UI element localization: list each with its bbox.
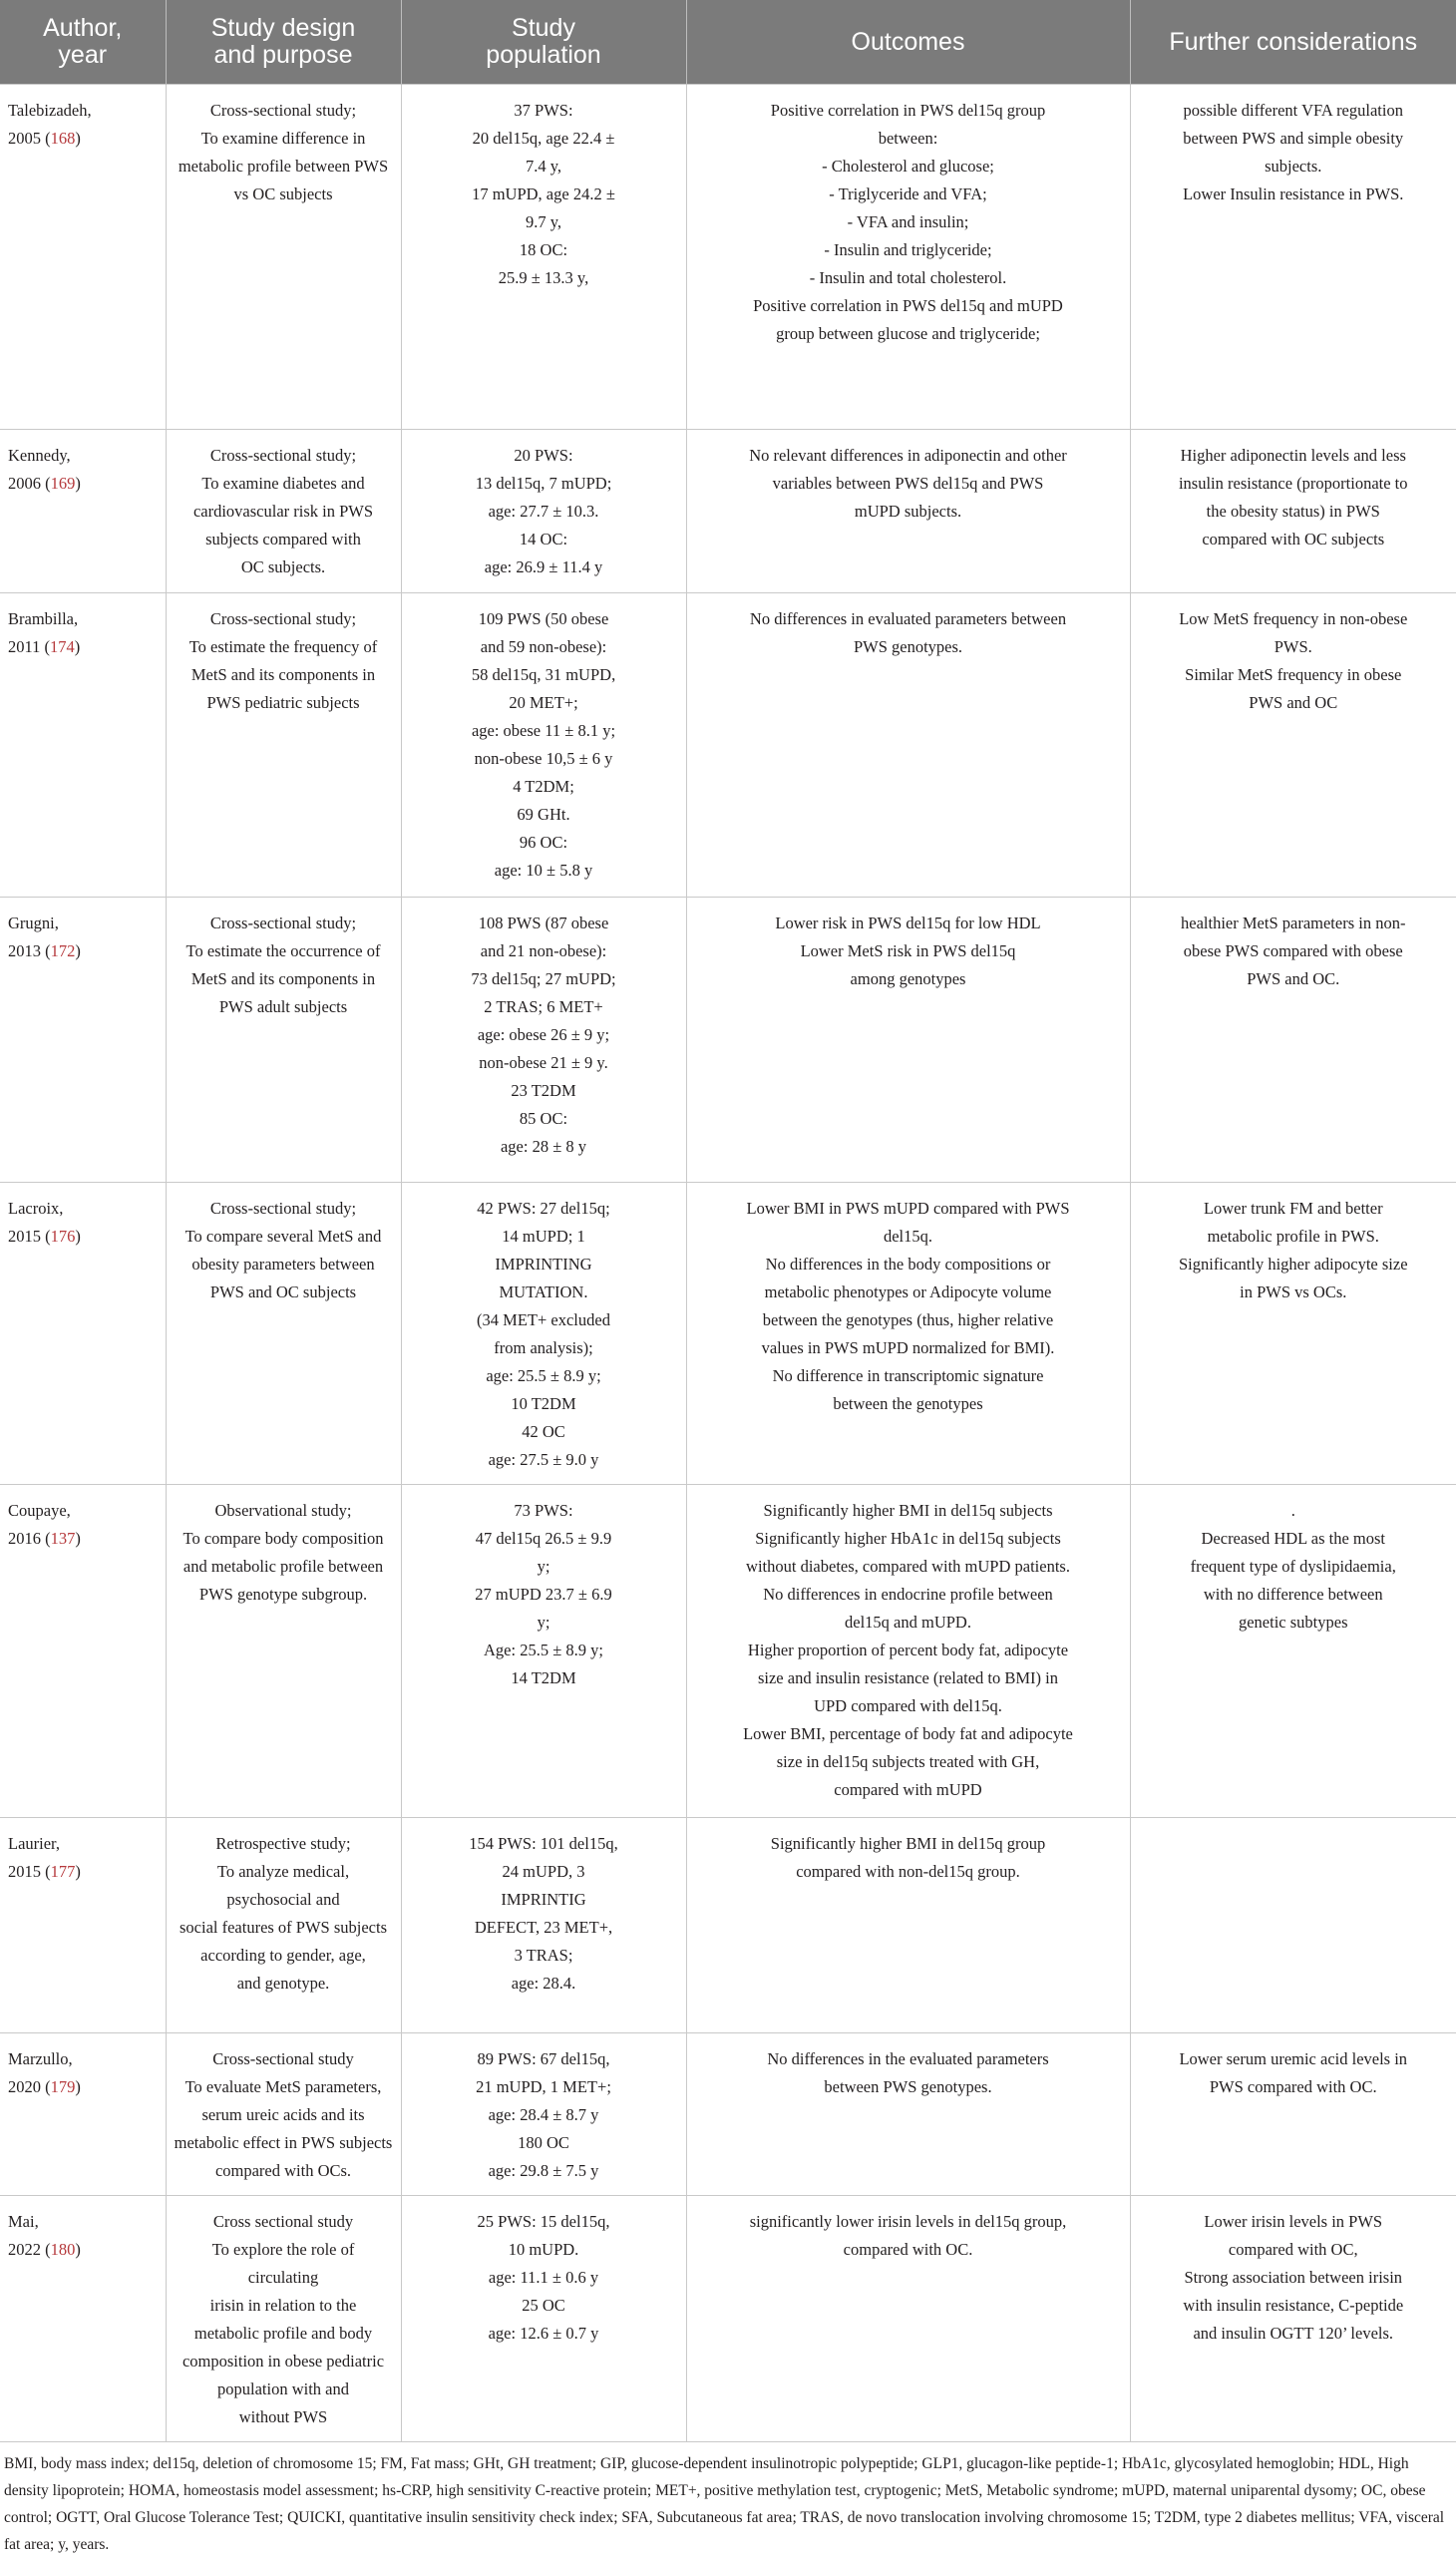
header-further-considerations: Further considerations [1130, 0, 1456, 85]
reference-link[interactable]: 169 [50, 474, 76, 493]
reference-link[interactable]: 174 [50, 637, 75, 656]
header-row [0, 0, 1456, 85]
author-tail: ) [75, 1529, 81, 1548]
population-cell: 109 PWS (50 obese and 59 non-obese): 58 del15q, 31 mUPD, 20 MET+; age: obese 11 ± 8.1 y; non-obese 10,5 ± 6 y 4 T2DM; 69 GHt. 96 OC: age: 10 ± 5.8 y [401, 593, 686, 898]
considerations-cell: Lower trunk FM and better metabolic profile in PWS. Significantly higher adipocyte size in PWS vs OCs. [1130, 1183, 1456, 1485]
population-cell: 25 PWS: 15 del15q, 10 mUPD. age: 11.1 ± 0.6 y 25 OC age: 12.6 ± 0.7 y [401, 2196, 686, 2442]
table-row [0, 1818, 1456, 2033]
design-cell: Cross-sectional study; To estimate the occurrence of MetS and its components in PWS adult subjects [166, 898, 401, 1183]
population-cell: 20 PWS: 13 del15q, 7 mUPD; age: 27.7 ± 10.3. 14 OC: age: 26.9 ± 11.4 y [401, 430, 686, 593]
outcomes-cell: Significantly higher BMI in del15q group compared with non-del15q group. [686, 1818, 1130, 2033]
outcomes-cell: significantly lower irisin levels in del15q group, compared with OC. [686, 2196, 1130, 2442]
outcomes-cell: Lower BMI in PWS mUPD compared with PWS del15q. No differences in the body compositions or metabolic phenotypes or Adipocyte volume between the genotypes (thus, higher relative values in PWS mUPD normalized for BMI). No difference in transcriptomic signature between the genotypes [686, 1183, 1130, 1485]
reference-link[interactable]: 180 [50, 2240, 76, 2259]
author-tail: ) [75, 129, 81, 148]
population-cell: 89 PWS: 67 del15q, 21 mUPD, 1 MET+; age: 28.4 ± 8.7 y 180 OC age: 29.8 ± 7.5 y [401, 2033, 686, 2196]
header-study-design: Study design and purpose [166, 0, 401, 85]
header-study-population: Study population [401, 0, 686, 85]
author-year-text: Kennedy, 2006 ( [8, 446, 71, 493]
author-cell [0, 898, 166, 1183]
table-row [0, 1485, 1456, 1818]
outcomes-cell: No relevant differences in adiponectin and other variables between PWS del15q and PWS mUPD subjects. [686, 430, 1130, 593]
reference-link[interactable]: 172 [50, 941, 76, 960]
author-tail: ) [74, 637, 81, 656]
reference-link[interactable]: 179 [50, 2077, 76, 2096]
design-cell: Cross sectional study To explore the role of circulating irisin in relation to the metabolic profile and body composition in obese pediatric population with and without PWS [166, 2196, 401, 2442]
table-row [0, 593, 1456, 898]
considerations-cell: Higher adiponectin levels and less insulin resistance (proportionate to the obesity status) in PWS compared with OC subjects [1130, 430, 1456, 593]
author-cell [0, 1818, 166, 2033]
reference-link[interactable]: 137 [50, 1529, 76, 1548]
outcomes-cell: No differences in evaluated parameters between PWS genotypes. [686, 593, 1130, 898]
population-cell: 73 PWS: 47 del15q 26.5 ± 9.9 y; 27 mUPD 23.7 ± 6.9 y; Age: 25.5 ± 8.9 y; 14 T2DM [401, 1485, 686, 1818]
considerations-cell: possible different VFA regulation between PWS and simple obesity subjects. Lower Insulin resistance in PWS. [1130, 85, 1456, 430]
considerations-cell: Low MetS frequency in non-obese PWS. Similar MetS frequency in obese PWS and OC [1130, 593, 1456, 898]
author-year-text: Coupaye, 2016 ( [8, 1501, 71, 1548]
author-cell [0, 430, 166, 593]
author-cell [0, 85, 166, 430]
outcomes-cell: No differences in the evaluated parameters between PWS genotypes. [686, 2033, 1130, 2196]
design-cell: Observational study; To compare body composition and metabolic profile between PWS genotype subgroup. [166, 1485, 401, 1818]
author-cell [0, 1485, 166, 1818]
author-cell [0, 593, 166, 898]
considerations-cell [1130, 1818, 1456, 2033]
author-year-text: Grugni, 2013 ( [8, 914, 59, 960]
author-tail: ) [75, 941, 81, 960]
author-cell [0, 2033, 166, 2196]
author-year-text: Brambilla, 2011 ( [8, 609, 79, 656]
considerations-cell: Lower irisin levels in PWS compared with OC, Strong association between irisin with insulin resistance, C-peptide and insulin OGTT 120’ levels. [1130, 2196, 1456, 2442]
design-cell: Cross-sectional study; To examine difference in metabolic profile between PWS vs OC subjects [166, 85, 401, 430]
population-cell: 42 PWS: 27 del15q; 14 mUPD; 1 IMPRINTING MUTATION. (34 MET+ excluded from analysis); age: 25.5 ± 8.9 y; 10 T2DM 42 OC age: 27.5 ± 9.0 y [401, 1183, 686, 1485]
author-year-text: Talebizadeh, 2005 ( [8, 101, 92, 148]
table-row [0, 430, 1456, 593]
reference-link[interactable]: 177 [50, 1862, 76, 1881]
considerations-cell: Lower serum uremic acid levels in PWS compared with OC. [1130, 2033, 1456, 2196]
author-cell [0, 2196, 166, 2442]
table-row [0, 85, 1456, 430]
outcomes-cell: Lower risk in PWS del15q for low HDL Lower MetS risk in PWS del15q among genotypes [686, 898, 1130, 1183]
author-year-text: Marzullo, 2020 ( [8, 2049, 73, 2096]
considerations-cell: healthier MetS parameters in non- obese PWS compared with obese PWS and OC. [1130, 898, 1456, 1183]
table-row [0, 2033, 1456, 2196]
table-row [0, 1183, 1456, 1485]
population-cell: 154 PWS: 101 del15q, 24 mUPD, 3 IMPRINTIG DEFECT, 23 MET+, 3 TRAS; age: 28.4. [401, 1818, 686, 2033]
author-year-text: Mai, 2022 ( [8, 2212, 51, 2259]
design-cell: Cross-sectional study; To examine diabetes and cardiovascular risk in PWS subjects compared with OC subjects. [166, 430, 401, 593]
design-cell: Retrospective study; To analyze medical, psychosocial and social features of PWS subjects according to gender, age, and genotype. [166, 1818, 401, 2033]
design-cell: Cross-sectional study To evaluate MetS parameters, serum ureic acids and its metabolic effect in PWS subjects compared with OCs. [166, 2033, 401, 2196]
population-cell: 108 PWS (87 obese and 21 non-obese): 73 del15q; 27 mUPD; 2 TRAS; 6 MET+ age: obese 26 ± 9 y; non-obese 21 ± 9 y. 23 T2DM 85 OC: age: 28 ± 8 y [401, 898, 686, 1183]
author-tail: ) [75, 474, 81, 493]
header-outcomes: Outcomes [686, 0, 1130, 85]
author-year-text: Lacroix, 2015 ( [8, 1199, 64, 1246]
considerations-cell: . Decreased HDL as the most frequent type of dyslipidaemia, with no difference between genetic subtypes [1130, 1485, 1456, 1818]
population-cell: 37 PWS: 20 del15q, age 22.4 ± 7.4 y, 17 mUPD, age 24.2 ± 9.7 y, 18 OC: 25.9 ± 13.3 y, [401, 85, 686, 430]
outcomes-cell: Significantly higher BMI in del15q subjects Significantly higher HbA1c in del15q subjects without diabetes, compared with mUPD patients. No differences in endocrine profile between del15q and mUPD. Higher proportion of percent body fat, adipocyte size and insulin resistance (related to BMI) in UPD compared with del15q. Lower BMI, percentage of body fat and adipocyte size in del15q subjects treated with GH, compared with mUPD [686, 1485, 1130, 1818]
author-tail: ) [75, 2077, 81, 2096]
author-year-text: Laurier, 2015 ( [8, 1834, 61, 1881]
outcomes-cell: Positive correlation in PWS del15q group between: - Cholesterol and glucose; - Triglyceride and VFA; - VFA and insulin; - Insulin and triglyceride; - Insulin and total cholesterol. Positive correlation in PWS del15q and mUPD group between glucose and triglyceride; [686, 85, 1130, 430]
reference-link[interactable]: 168 [50, 129, 76, 148]
reference-link[interactable]: 176 [50, 1227, 76, 1246]
abbreviations-footnote: BMI, body mass index; del15q, deletion of chromosome 15; FM, Fat mass; GHt, GH treatment; GIP, glucose-dependent insulinotropic polypeptide; GLP1, glucagon-like peptide-1; HbA1c, glycosylated hemoglobin; HDL, High density lipoprotein; HOMA, homeostasis model assessment; hs-CRP, high sensitivity C-reactive protein; MET+, positive methylation test, cryptogenic; MetS, Metabolic syndrome; mUPD, maternal uniparental dysomy; OC, obese control; OGTT, Oral Glucose Tolerance Test; QUICKI, quantitative insulin sensitivity check index; SFA, Subcutaneous fat area; TRAS, de novo translocation involving chromosome 15; T2DM, type 2 diabetes mellitus; VFA, visceral fat area; y, years. [4, 2455, 1445, 2553]
design-cell: Cross-sectional study; To estimate the frequency of MetS and its components in PWS pediatric subjects [166, 593, 401, 898]
table-row [0, 898, 1456, 1183]
design-cell: Cross-sectional study; To compare several MetS and obesity parameters between PWS and OC subjects [166, 1183, 401, 1485]
header-author-year: Author, year [0, 0, 166, 85]
author-cell [0, 1183, 166, 1485]
author-tail: ) [75, 1227, 81, 1246]
author-tail: ) [75, 1862, 81, 1881]
table-row [0, 2196, 1456, 2442]
author-tail: ) [75, 2240, 81, 2259]
